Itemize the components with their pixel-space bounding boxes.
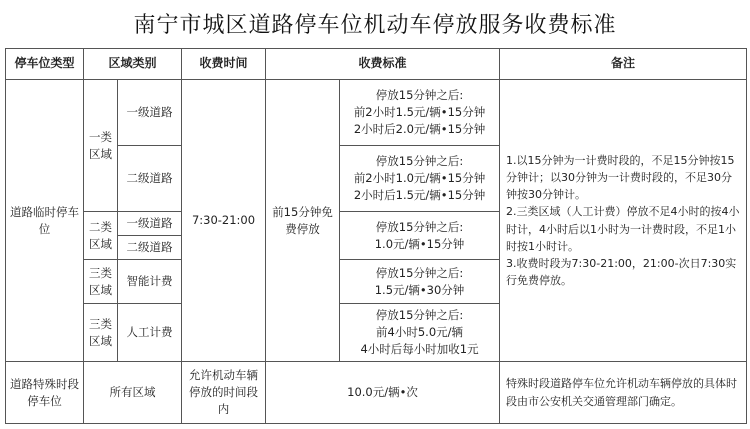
- fee-line: 4小时后每小时加收1元: [360, 341, 479, 356]
- fee-line: 1.0元/辆•15分钟: [374, 236, 465, 251]
- zone1-road1: 一级道路: [118, 80, 182, 146]
- fee-line: 2小时后2.0元/辆•15分钟: [353, 121, 486, 136]
- header-parking-type: 停车位类型: [6, 49, 84, 80]
- fee-line: 停放15分钟之后:: [375, 219, 464, 234]
- fee-line: 前2小时1.0元/辆•15分钟: [353, 171, 486, 186]
- charge-time: 7:30-21:00: [182, 80, 266, 362]
- fee-line: 1.5元/辆•30分钟: [374, 282, 465, 297]
- zone1-road2: 二级道路: [118, 146, 182, 212]
- zone3a-label: 三类区域: [84, 260, 118, 304]
- zone3b-label: 三类区域: [84, 304, 118, 362]
- fee-line: 前2小时1.5元/辆•15分钟: [353, 105, 486, 120]
- fee-line: 停放15分钟之后:: [375, 88, 464, 103]
- remark-3: 3.收费时段为7:30-21:00，21:00-次日7:30实行免费停放。: [506, 256, 737, 287]
- fee-line: 停放15分钟之后:: [375, 265, 464, 280]
- special-zone: 所有区域: [84, 362, 182, 424]
- free-note: 前15分钟免费停放: [266, 80, 340, 362]
- header-row: [6, 49, 747, 80]
- fee-line: 停放15分钟之后:: [375, 154, 464, 169]
- page-title: 南宁市城区道路停车位机动车停放服务收费标准: [133, 13, 617, 38]
- header-charge-standard: 收费标准: [266, 49, 500, 80]
- table-row: [6, 80, 747, 146]
- fee-zone2: [340, 212, 500, 260]
- header-remarks: 备注: [500, 49, 747, 80]
- fee-table: [5, 48, 747, 424]
- zone2-label: 二类区域: [84, 212, 118, 260]
- zone2-road2: 二级道路: [118, 236, 182, 260]
- temporary-parking-type: 道路临时停车位: [6, 80, 84, 362]
- special-remark: 特殊时段道路停车位允许机动车辆停放的具体时段由市公安机关交通管理部门确定。: [500, 362, 747, 424]
- fee-zone3b: [340, 304, 500, 362]
- special-fee: 10.0元/辆•次: [266, 362, 500, 424]
- fee-line: 停放15分钟之后:: [375, 308, 464, 323]
- zone3b-method: 人工计费: [118, 304, 182, 362]
- special-parking-type: 道路特殊时段停车位: [6, 362, 84, 424]
- header-zone-type: 区域类别: [84, 49, 182, 80]
- table-row: [6, 362, 747, 424]
- remark-1: 1.以15分钟为一计费时段的，不足15分钟按15分钟计；以30分钟为一计费时段的，不足30分钟按30分钟计。: [506, 154, 735, 202]
- remark-2: 2.三类区域（人工计费）停放不足4小时的按4小时计，4小时后以1小时为一计费时段，不足1小时按1小时计。: [506, 205, 740, 253]
- remarks-cell: [500, 80, 747, 362]
- fee-line: 2小时后1.5元/辆•15分钟: [353, 187, 486, 202]
- zone3a-method: 智能计费: [118, 260, 182, 304]
- zone1-label: 一类区域: [84, 80, 118, 212]
- fee-zone1-road2: [340, 146, 500, 212]
- fee-line: 前4小时5.0元/辆: [376, 325, 464, 340]
- zone2-road1: 一级道路: [118, 212, 182, 236]
- special-charge-time: 允许机动车辆停放的时间段内: [182, 362, 266, 424]
- fee-zone3a: [340, 260, 500, 304]
- header-charge-time: 收费时间: [182, 49, 266, 80]
- fee-zone1-road1: [340, 80, 500, 146]
